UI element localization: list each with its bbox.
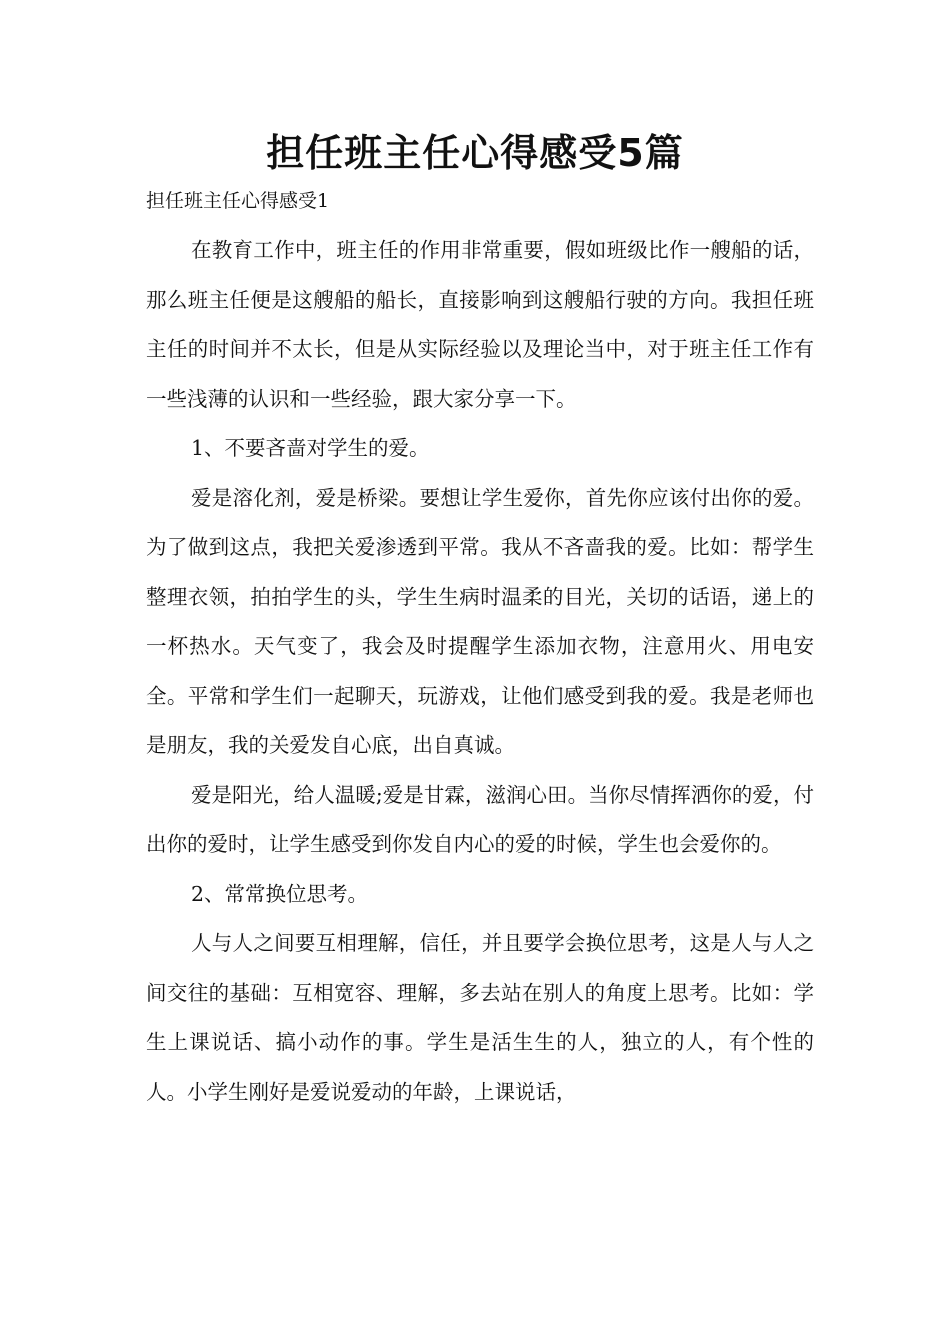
- paragraph-empathy: 人与人之间要互相理解，信任，并且要学会换位思考，这是人与人之间交往的基础：互相宽容、理解，多去站在别人的角度上思考。比如：学生上课说话、搞小动作的事。学生是活生生的人，独立的人，有个性的人。小学生刚好是爱说爱动的年龄，上课说话，: [146, 931, 814, 1104]
- section-heading: 担任班主任心得感受1: [146, 190, 330, 212]
- paragraph-intro: 在教育工作中，班主任的作用非常重要，假如班级比作一艘船的话，那么班主任便是这艘船的船长，直接影响到这艘船行驶的方向。我担任班主任的时间并不太长，但是从实际经验以及理论当中，对于班主任工作有一些浅薄的认识和一些经验，跟大家分享一下。: [146, 238, 814, 411]
- document-body: [146, 226, 814, 1117]
- point-heading-1: 1、不要吝啬对学生的爱。: [191, 436, 430, 460]
- document-title: 担任班主任心得感受5篇: [266, 131, 684, 175]
- point-heading-2: 2、常常换位思考。: [191, 881, 369, 906]
- paragraph-sunshine: 爱是阳光，给人温暖;爱是甘霖，滋润心田。当你尽情挥洒你的爱，付出你的爱时，让学生感受到你发自内心的爱的时候，学生也会爱你的。: [146, 782, 814, 856]
- paragraph-love: 爱是溶化剂，爱是桥梁。要想让学生爱你，首先你应该付出你的爱。为了做到这点，我把关爱渗透到平常。我从不吝啬我的爱。比如：帮学生整理衣领，拍拍学生的头，学生生病时温柔的目光，关切的话语，递上的一杯热水。天气变了，我会及时提醒学生添加衣物，注意用火、用电安全。平常和学生们一起聊天，玩游戏，让他们感受到我的爱。我是老师也是朋友，我的关爱发自心底，出自真诚。: [146, 485, 814, 757]
